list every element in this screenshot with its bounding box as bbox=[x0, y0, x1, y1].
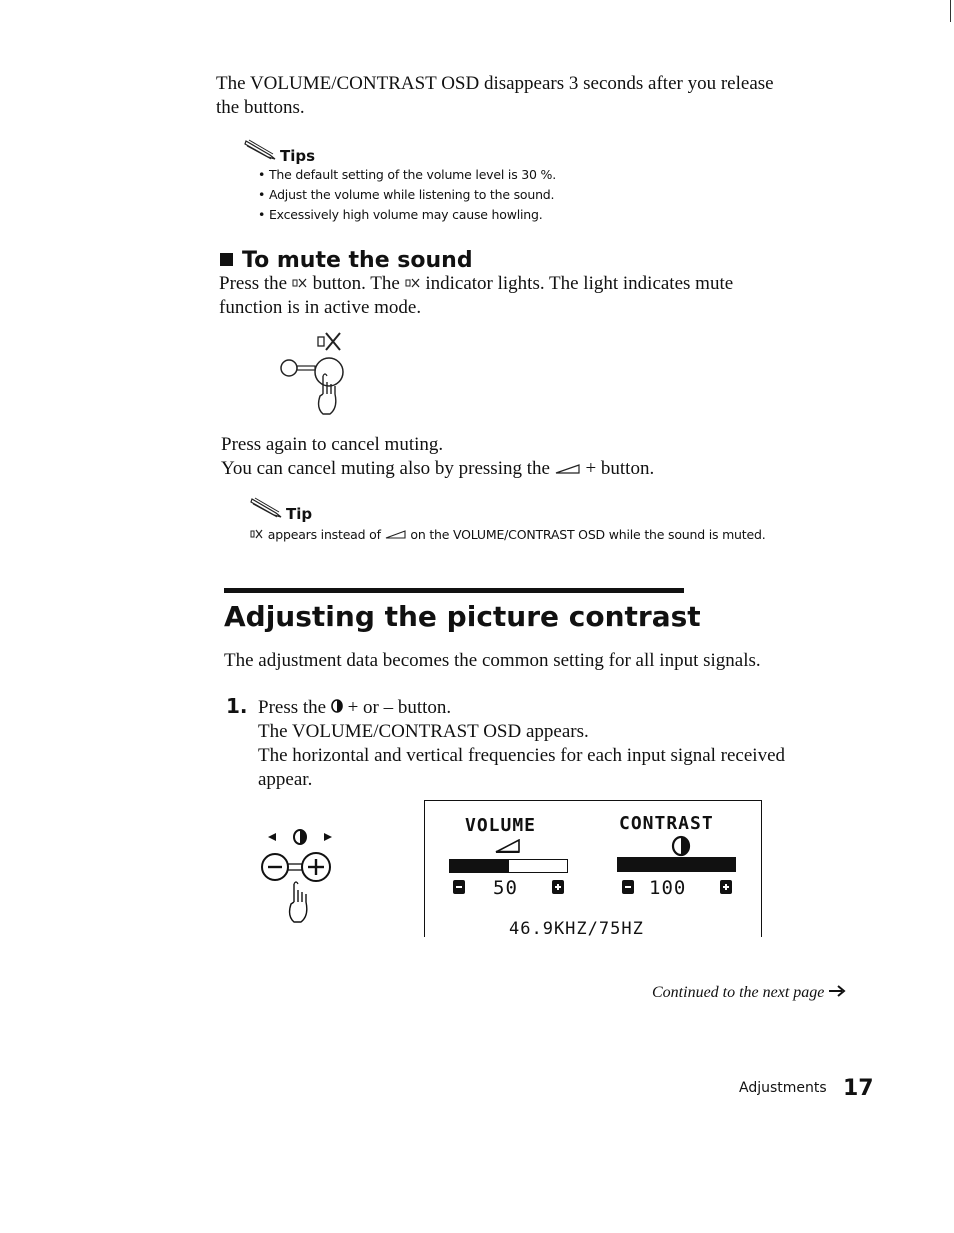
page-edge-mark bbox=[950, 0, 951, 22]
volume-level-bar bbox=[449, 859, 568, 873]
contrast-level-bar bbox=[617, 857, 736, 872]
volume-wedge-icon bbox=[495, 839, 521, 858]
footer-section-label: Adjustments bbox=[739, 1080, 827, 1096]
osd-volume-value: 50 bbox=[493, 877, 518, 899]
intro-paragraph bbox=[216, 72, 896, 120]
tips-block bbox=[244, 138, 556, 225]
tips-heading: Tips bbox=[280, 147, 316, 165]
arrow-right-icon bbox=[324, 833, 332, 841]
osd-plus-icon bbox=[719, 879, 733, 900]
contrast-button-illustration bbox=[256, 824, 356, 929]
osd-contrast-label: CONTRAST bbox=[619, 813, 714, 834]
mute-speaker-icon bbox=[292, 273, 308, 294]
step-1 bbox=[258, 696, 898, 792]
tip-item: • The default setting of the volume level is 30 %. bbox=[258, 167, 557, 182]
contrast-half-circle-icon bbox=[294, 830, 306, 844]
volume-level-fill bbox=[450, 860, 509, 872]
osd-frequency: 46.9KHZ/75HZ bbox=[509, 919, 644, 939]
contrast-heading: Adjusting the picture contrast bbox=[224, 600, 701, 633]
mute-speaker-icon bbox=[250, 527, 264, 542]
tips-list bbox=[258, 165, 556, 225]
tip-heading: Tip bbox=[286, 505, 313, 523]
contrast-intro: The adjustment data becomes the common setting for all input signals. bbox=[224, 650, 761, 671]
step-number: 1. bbox=[226, 694, 248, 718]
osd-volume-label: VOLUME bbox=[465, 815, 537, 836]
intro-line-1: The VOLUME/CONTRAST OSD disappears 3 seconds after you release bbox=[216, 73, 774, 94]
mute-heading: To mute the sound bbox=[220, 248, 473, 273]
cancel-mute-paragraph bbox=[221, 433, 861, 481]
pointing-hand-icon bbox=[290, 882, 307, 922]
mute-line-2: function is in active mode. bbox=[219, 297, 422, 318]
continued-note: Continued to the next page bbox=[652, 984, 846, 1002]
pointing-hand-icon bbox=[319, 374, 336, 414]
arrow-right-icon bbox=[828, 984, 846, 1001]
square-bullet-icon bbox=[220, 253, 233, 266]
arrow-left-icon bbox=[268, 833, 276, 841]
mute-button-illustration bbox=[276, 330, 366, 427]
step-line-4: appear. bbox=[258, 769, 313, 790]
mute-line-1: Press the button. The indicator lights. The light indicates mute bbox=[219, 273, 734, 294]
section-rule bbox=[224, 588, 684, 593]
osd-plus-icon bbox=[551, 879, 565, 900]
osd-panel bbox=[424, 800, 762, 937]
contrast-level-fill bbox=[618, 858, 735, 871]
cancel-line-2: You can cancel muting also by pressing the + button. bbox=[221, 458, 655, 479]
contrast-half-circle-icon bbox=[331, 697, 343, 718]
pencil-icon bbox=[244, 138, 278, 165]
mute-speaker-icon bbox=[318, 333, 340, 350]
page-number: 17 bbox=[843, 1076, 874, 1101]
osd-contrast-value: 100 bbox=[649, 877, 687, 899]
pencil-icon bbox=[250, 496, 284, 523]
intro-line-2: the buttons. bbox=[216, 97, 305, 118]
volume-wedge-icon bbox=[555, 458, 581, 479]
cancel-line-1: Press again to cancel muting. bbox=[221, 434, 444, 455]
step-line-2: The VOLUME/CONTRAST OSD appears. bbox=[258, 721, 589, 742]
step-line-1: Press the + or – button. bbox=[258, 697, 452, 718]
tip-item: • Excessively high volume may cause howling. bbox=[258, 207, 543, 222]
mute-paragraph bbox=[219, 272, 859, 320]
tip-text: appears instead of on the VOLUME/CONTRAST OSD while the sound is muted. bbox=[250, 525, 765, 545]
mute-speaker-icon bbox=[405, 273, 421, 294]
step-line-3: The horizontal and vertical frequencies for each input signal received bbox=[258, 745, 786, 766]
osd-minus-icon bbox=[452, 879, 466, 900]
volume-wedge-icon bbox=[385, 527, 407, 542]
osd-minus-icon bbox=[621, 879, 635, 900]
tip-block bbox=[250, 496, 765, 545]
tip-item: • Adjust the volume while listening to the sound. bbox=[258, 187, 555, 202]
